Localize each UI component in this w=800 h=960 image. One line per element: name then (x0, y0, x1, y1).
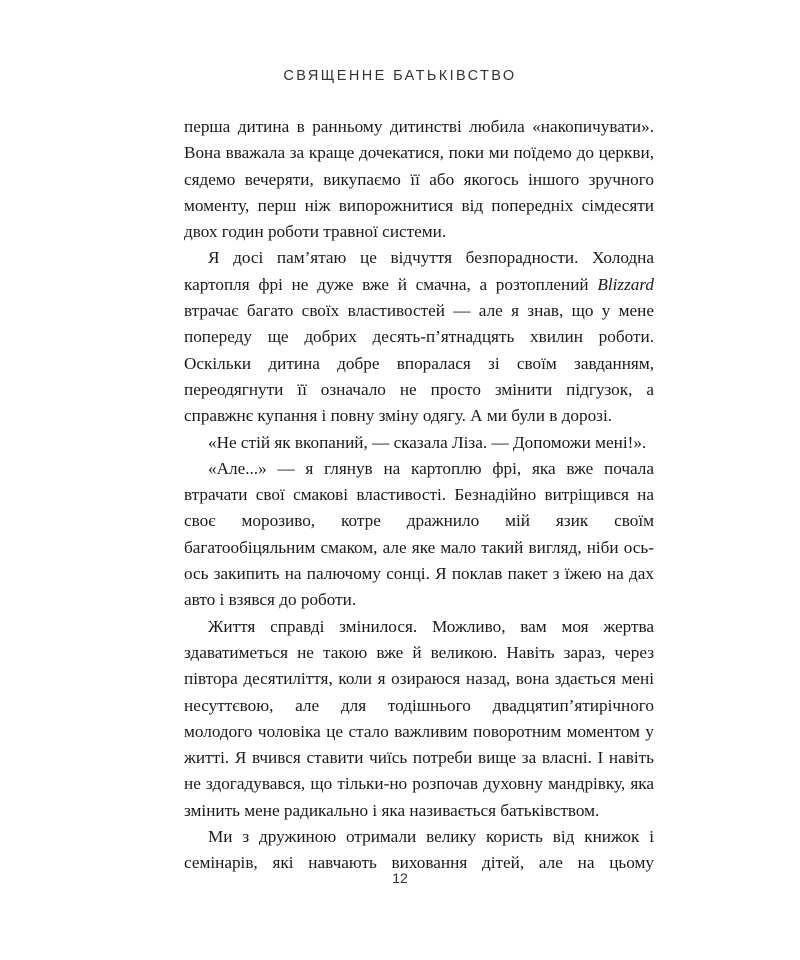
paragraph-4-text: «Але...» — я глянув на картоплю фрі, яка вже почала втрачати свої смакові властивості. Безнадійно витріщився на своє морозиво, котре дражнило мій язик своїм багатообіцяльним смаком, але яке мало такий вигляд, ніби ось-ось закипить на палючому сонці. Я поклав пакет з їжею на дах авто і взявся до роботи. (184, 458, 654, 610)
paragraph-5-text: Життя справді змінилося. Можливо, вам моя жертва здаватиметься не такою вже й великою. Навіть зараз, через півтора десятиліття, коли я озираюся назад, вона здається мені несуттєвою, але для тодішнього двадцятип’ятирічного молодого чоловіка це стало важливим поворотним моментом у житті. Я вчився ставити чиїсь потреби вище за власні. І навіть не здогадувався, що тільки-но розпочав духовну мандрівку, яка змінить мене радикально і яка називається батьківством. (184, 616, 654, 820)
paragraph-2-text-after: втрачає багато своїх властивостей — але я знав, що у мене попереду ще добрих десять-п’ятнадцять хвилин роботи. Оскільки дитина добре впоралася зі своїм завданням, переодягнути її означало не просто змінити підгузок, а справжнє купання і повну зміну одягу. А ми були в дорозі. (184, 301, 654, 426)
paragraph-5 (184, 614, 654, 824)
page-number: 12 (392, 870, 408, 886)
paragraph-2 (184, 245, 654, 429)
paragraph-1-text: перша дитина в ранньому дитинстві любила «накопичувати». Вона вважала за краще дочекатися, поки ми поїдемо до церкви, сядемо вечеряти, викупаємо її або якогось іншого зручного моменту, перш ніж випорожнитися від попередніх сімдесяти двох годин роботи травної системи. (184, 117, 654, 242)
paragraph-2-text-before: Я досі пам’ятаю це відчуття безпорадности. Холодна картопля фрі не дуже вже й смачна, а розтоплений (184, 248, 654, 294)
running-head-title: СВЯЩЕННЕ БАТЬКІВСТВО (283, 68, 517, 84)
paragraph-3-text: «Не стій як вкопаний, — сказала Ліза. — Допоможи мені!». (208, 432, 647, 452)
paragraph-1 (184, 114, 654, 245)
body-text (184, 114, 654, 877)
paragraph-6-text: Ми з дружиною отримали велику користь від книжок і семінарів, які навчають виховання дітей, але на цьому (184, 827, 654, 873)
paragraph-3 (184, 430, 654, 456)
paragraph-2-italic: Blizzard (597, 274, 654, 294)
paragraph-6 (184, 824, 654, 877)
paragraph-4 (184, 456, 654, 614)
